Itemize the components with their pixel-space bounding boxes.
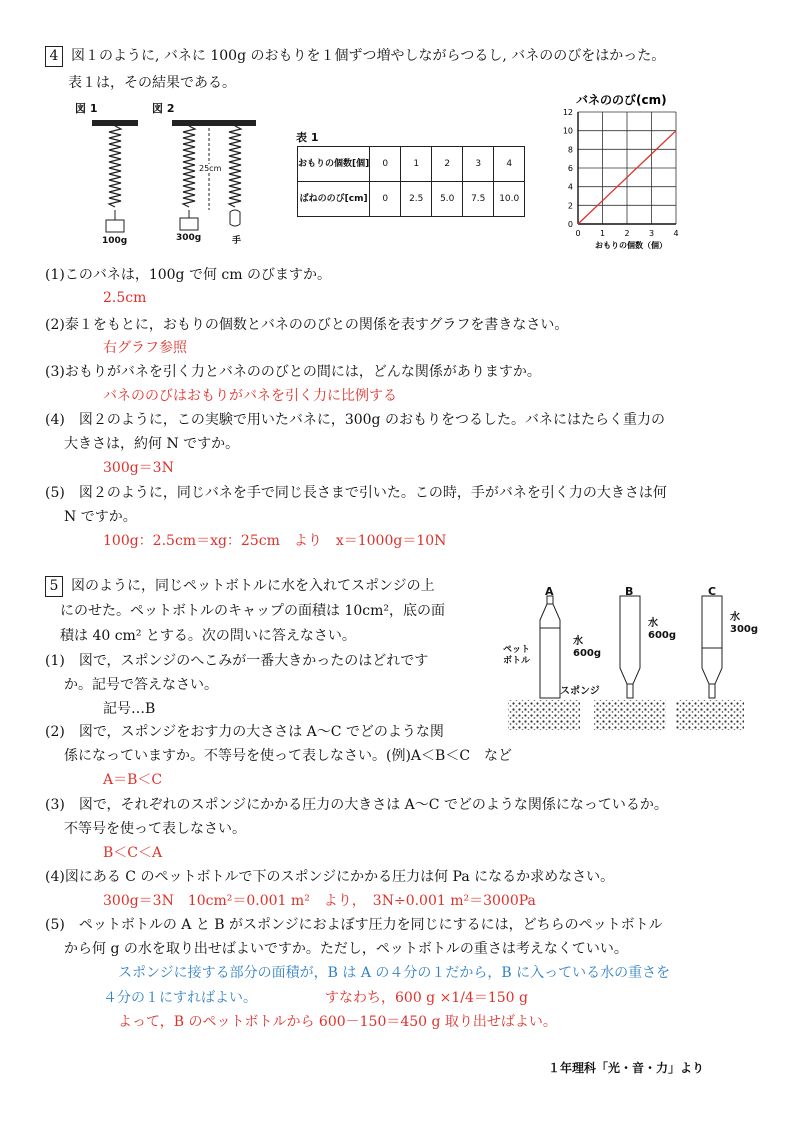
q4-1-answer: 2.5cm [103,290,147,306]
table-cell: 0 [370,147,401,182]
q4-intro-line2: 表１は，その結果である。 [68,75,236,91]
table-cell: 7.5 [463,182,494,217]
spring-illustration [72,98,272,250]
q4-intro-line1: 4 図１のように, バネに 100g のおもりを１個ずつ増やしながらつるし, バネののびをはかった。 [45,45,665,67]
bottle-label-c: C [708,585,717,598]
y-tick-label: 4 [567,182,573,192]
q5-1-question-line1: (1) 図で，スポンジのへこみが一番大きかったのはどれです [45,653,429,669]
q5-5-question-line1: (5) ペットボトルの A と B がスポンジにおよぼす圧力を同じにするには，どちらのペットボトル [45,917,663,933]
y-tick-label: 12 [562,108,573,117]
q5-5-answer-line2b: すなわち，600 g ×1/4＝150 g [325,990,528,1006]
table-cell: 2 [432,147,463,182]
sponge-b [594,700,666,730]
table-row-counts [298,147,525,182]
q5-2-answer: A＝B＜C [103,772,163,788]
spring-graph [556,88,696,258]
q5-1-question-line2: か。記号で答えなさい。 [64,677,218,693]
q5-2-question-line1: (2) 図で，スポンジをおす力の大ささは A～C でどのような関 [45,724,444,740]
q5-4-question: (4)図にある C のペットボトルで下のスポンジにかかる圧力は何 Pa になるか求めなさい。 [45,869,615,885]
y-tick-label: 0 [567,220,573,229]
x-tick-label: 2 [624,229,630,238]
q5-3-question-line2: 不等号を使って表しなさい。 [64,821,246,837]
table-cell: 1 [401,147,432,182]
q5-5-answer-line2a: ４分の１にすればよい。 [103,990,257,1006]
x-tick-label: 0 [575,229,581,238]
x-tick-label: 4 [673,229,679,238]
table-cell: 0 [370,182,401,217]
q4-4-question-line1: (4) 図２のように，この実験で用いたバネに，300g のおもりをつるした。バネにはたらく重力の [45,412,665,428]
pet-bottle-label: ペット ボトル [503,645,531,666]
x-axis-label: おもりの個数（個） [595,241,667,250]
fig2-hand: 手 [232,236,242,246]
bottle-label-a: A [545,585,554,598]
x-tick-label: 3 [648,229,655,238]
y-tick-label: 10 [562,126,573,136]
fig1-label: 図 1 [75,102,98,115]
q4-3-question: (3)おもりがバネを引く力とバネののびとの間には，どんな関係がありますか。 [45,364,541,380]
q5-1-answer: 記号…B [103,701,156,717]
table1-title: 表 1 [296,131,319,144]
spring-figures [72,98,272,250]
q5-number: 5 [45,576,63,597]
q5-5-answer-line3: よって，B のペットボトルから 600－150＝450 g 取り出せばよい。 [118,1014,557,1030]
q4-3-answer: バネののびはおもりがバネを引く力に比例する [103,388,397,404]
q4-4-answer: 300g＝3N [103,460,174,476]
table1 [297,146,525,217]
table-cell: 2.5 [401,182,432,217]
q4-1-question: (1)このバネは，100g で何 cm のびますか。 [45,267,331,283]
bottle-a [540,596,560,698]
q5-5-question-line2: から何 g の水を取り出せばよいですか。ただし，ペットボトルの重さは考えなくていい。 [64,941,628,957]
y-tick-label: 6 [567,164,573,173]
q5-3-question-line1: (3) 図で，それぞれのスポンジにかかる圧力の大きさは A～C でどのような関係になっているか。 [45,797,668,813]
q4-5-question-line2: N ですか。 [64,509,137,525]
q4-5-question-line1: (5) 図２のように，同じバネを手で同じ長さまで引いた。この時，手がバネを引く力の大きさは何 [45,485,667,501]
q4-4-question-line2: 大きさは，約何 N ですか。 [64,436,240,452]
q5-intro-line3: 積は 40 cm² とする。次の問いに答えなさい。 [60,628,356,644]
fig1-weight: 100g [102,236,128,246]
y-tick-label: 8 [567,145,573,155]
bottle-label-b: B [625,585,634,598]
sponge-label: スポンジ [560,686,600,697]
fig2-label: 図 2 [152,102,175,115]
bottle-figure-c [676,582,746,732]
water-label-a: 水 600g [573,636,602,659]
x-tick-label: 1 [599,229,606,238]
footer-source: １年理科「光・音・力」より [548,1061,705,1075]
table-cell: 10.0 [494,182,525,217]
table-cell: 5.0 [432,182,463,217]
figure-1 [92,120,138,232]
table-header-counts: おもりの個数[個] [298,147,370,182]
q5-3-answer: B＜C＜A [103,845,163,861]
q4-2-question: (2)泰１をもとに，おもりの個数とバネののびとの関係を表すグラフを書きなさい。 [45,317,569,333]
table-row-stretch [298,182,525,217]
y-tick-label: 2 [567,201,573,211]
fig2-length: 25cm [199,164,222,173]
water-label-b: 水 600g [648,618,677,641]
spring-chart [556,88,696,258]
bottle-c-illustration [676,582,746,732]
q5-intro-line1: 5 図のように，同じペットボトルに水を入れてスポンジの上 [45,575,435,597]
table-header-stretch: ばねののび[cm] [298,182,370,217]
table-cell: 4 [494,147,525,182]
chart-title: バネののび(cm) [576,93,667,107]
bottle-b [620,596,640,698]
q5-5-answer-line1: スポンジに接する部分の面積が，B は A の４分の１だから，B に入っている水の重さを [118,965,671,981]
q5-2-question-line2: 係になっていますか。不等号を使って表しなさい。(例)A＜B＜C など [64,748,513,764]
q5-4-answer: 300g＝3N 10cm²＝0.001 m² より， 3N÷0.001 m²＝3000Pa [103,893,536,909]
table-cell: 3 [463,147,494,182]
q5-intro-line2: にのせた。ペットボトルのキャップの面積は 10cm²，底の面 [60,603,445,619]
sponge-a [508,700,580,730]
water-label-c: 水 300g [730,612,759,635]
q4-5-answer: 100g：2.5cm＝xg：25cm より x＝1000g＝10N [103,533,447,549]
figure-2 [172,120,256,230]
q4-2-answer: 右グラフ参照 [103,340,187,356]
q4-number: 4 [45,46,63,67]
fig2-weight: 300g [176,233,202,243]
